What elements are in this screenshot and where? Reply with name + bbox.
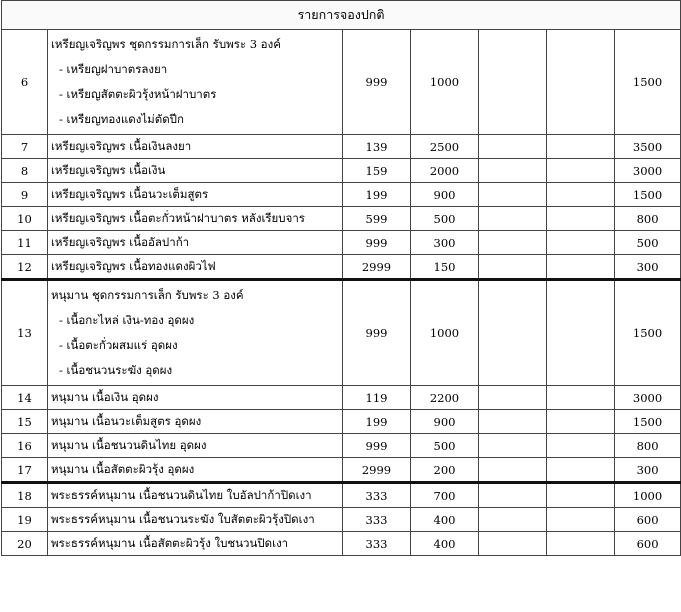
blank-cell bbox=[547, 410, 615, 434]
group-item: - เหรียญสัตตะผิวรุ้งหน้าฝาบาตร bbox=[59, 87, 217, 101]
quantity-cell: 1000 bbox=[411, 30, 479, 135]
blank-cell bbox=[547, 434, 615, 458]
blank-cell bbox=[479, 508, 547, 532]
blank-cell bbox=[547, 280, 615, 386]
price-cell: 999 bbox=[343, 30, 411, 135]
blank-cell bbox=[479, 207, 547, 231]
table-row bbox=[2, 159, 681, 183]
group-item: - เหรียญฝาบาตรลงยา bbox=[59, 62, 168, 76]
item-name: หนุมาน เนื้อสัตตะผิวรุ้ง อุดผง bbox=[48, 458, 343, 483]
quantity-cell: 400 bbox=[411, 532, 479, 556]
blank-cell bbox=[479, 255, 547, 280]
total-cell: 1500 bbox=[615, 30, 681, 135]
item-name: เหรียญเจริญพร เนื้อเงินลงยา bbox=[48, 135, 343, 159]
group-item: - เนื้อกะไหล่ เงิน-ทอง อุดผง bbox=[59, 313, 195, 327]
row-number: 7 bbox=[2, 135, 48, 159]
table-row bbox=[2, 231, 681, 255]
quantity-cell: 900 bbox=[411, 410, 479, 434]
blank-cell bbox=[479, 135, 547, 159]
total-cell: 500 bbox=[615, 231, 681, 255]
item-name: เหรียญเจริญพร เนื้อทองแดงผิวไฟ bbox=[48, 255, 343, 280]
total-cell: 300 bbox=[615, 255, 681, 280]
group-row bbox=[2, 30, 681, 135]
price-cell: 139 bbox=[343, 135, 411, 159]
blank-cell bbox=[479, 458, 547, 483]
group-item: - เนื้อตะกั่วผสมแร่ อุดผง bbox=[59, 338, 178, 352]
price-cell: 333 bbox=[343, 508, 411, 532]
item-name: เหรียญเจริญพร เนื้อเงิน bbox=[48, 159, 343, 183]
quantity-cell: 700 bbox=[411, 483, 479, 508]
quantity-cell: 2000 bbox=[411, 159, 479, 183]
blank-cell bbox=[547, 30, 615, 135]
price-cell: 999 bbox=[343, 280, 411, 386]
quantity-cell: 300 bbox=[411, 231, 479, 255]
table-row bbox=[2, 410, 681, 434]
blank-cell bbox=[547, 532, 615, 556]
blank-cell bbox=[547, 483, 615, 508]
price-cell: 2999 bbox=[343, 458, 411, 483]
item-name: หนุมาน เนื้อชนวนดินไทย อุดผง bbox=[48, 434, 343, 458]
total-cell: 3000 bbox=[615, 386, 681, 410]
quantity-cell: 2500 bbox=[411, 135, 479, 159]
group-title: เหรียญเจริญพร ชุดกรรมการเล็ก รับพระ 3 องค์ bbox=[51, 37, 281, 51]
item-name: หนุมาน เนื้อเงิน อุดผง bbox=[48, 386, 343, 410]
blank-cell bbox=[479, 231, 547, 255]
row-number: 14 bbox=[2, 386, 48, 410]
table-row bbox=[2, 255, 681, 280]
price-cell: 599 bbox=[343, 207, 411, 231]
blank-cell bbox=[479, 183, 547, 207]
blank-cell bbox=[479, 30, 547, 135]
row-number: 20 bbox=[2, 532, 48, 556]
item-name: พระธรรค์หนุมาน เนื้อชนวนดินไทย ใบอัลปาก้าปิดเงา bbox=[48, 483, 343, 508]
blank-cell bbox=[547, 458, 615, 483]
booking-table bbox=[1, 0, 681, 556]
item-name: หนุมาน เนื้อนวะเต็มสูตร อุดผง bbox=[48, 410, 343, 434]
total-cell: 1500 bbox=[615, 410, 681, 434]
quantity-cell: 900 bbox=[411, 183, 479, 207]
quantity-cell: 400 bbox=[411, 508, 479, 532]
price-cell: 199 bbox=[343, 183, 411, 207]
item-name: พระธรรค์หนุมาน เนื้อชนวนระฆัง ใบสัตตะผิวรุ้งปิดเงา bbox=[48, 508, 343, 532]
quantity-cell: 500 bbox=[411, 207, 479, 231]
blank-cell bbox=[479, 159, 547, 183]
table-row bbox=[2, 508, 681, 532]
row-number: 19 bbox=[2, 508, 48, 532]
total-cell: 1500 bbox=[615, 183, 681, 207]
quantity-cell: 200 bbox=[411, 458, 479, 483]
price-cell: 159 bbox=[343, 159, 411, 183]
total-cell: 800 bbox=[615, 207, 681, 231]
item-name: พระธรรค์หนุมาน เนื้อสัตตะผิวรุ้ง ใบชนวนปิดเงา bbox=[48, 532, 343, 556]
quantity-cell: 150 bbox=[411, 255, 479, 280]
blank-cell bbox=[479, 483, 547, 508]
row-number: 6 bbox=[2, 30, 48, 135]
row-number: 13 bbox=[2, 280, 48, 386]
table-row bbox=[2, 434, 681, 458]
table-row bbox=[2, 207, 681, 231]
price-cell: 2999 bbox=[343, 255, 411, 280]
row-number: 16 bbox=[2, 434, 48, 458]
blank-cell bbox=[547, 508, 615, 532]
total-cell: 800 bbox=[615, 434, 681, 458]
row-number: 18 bbox=[2, 483, 48, 508]
table-row bbox=[2, 483, 681, 508]
item-name: เหรียญเจริญพร เนื้อนวะเต็มสูตร bbox=[48, 183, 343, 207]
blank-cell bbox=[547, 255, 615, 280]
group-title: หนุมาน ชุดกรรมการเล็ก รับพระ 3 องค์ bbox=[51, 288, 244, 302]
row-number: 9 bbox=[2, 183, 48, 207]
table-row bbox=[2, 135, 681, 159]
table-row bbox=[2, 458, 681, 483]
total-cell: 1000 bbox=[615, 483, 681, 508]
row-number: 10 bbox=[2, 207, 48, 231]
blank-cell bbox=[479, 410, 547, 434]
group-row bbox=[2, 280, 681, 386]
price-cell: 333 bbox=[343, 532, 411, 556]
blank-cell bbox=[547, 135, 615, 159]
item-name: เหรียญเจริญพร เนื้ออัลปาก้า bbox=[48, 231, 343, 255]
table-row bbox=[2, 183, 681, 207]
group-description bbox=[48, 280, 343, 386]
blank-cell bbox=[479, 280, 547, 386]
blank-cell bbox=[547, 231, 615, 255]
blank-cell bbox=[479, 532, 547, 556]
total-cell: 1500 bbox=[615, 280, 681, 386]
quantity-cell: 2200 bbox=[411, 386, 479, 410]
blank-cell bbox=[547, 183, 615, 207]
blank-cell bbox=[547, 386, 615, 410]
total-cell: 3500 bbox=[615, 135, 681, 159]
price-cell: 333 bbox=[343, 483, 411, 508]
price-cell: 999 bbox=[343, 434, 411, 458]
group-item: - เนื้อชนวนระฆัง อุดผง bbox=[59, 363, 173, 377]
table-row bbox=[2, 532, 681, 556]
quantity-cell: 500 bbox=[411, 434, 479, 458]
price-cell: 119 bbox=[343, 386, 411, 410]
blank-cell bbox=[479, 386, 547, 410]
item-name: เหรียญเจริญพร เนื้อตะกั่วหน้าฝาบาตร หลังเรียบจาร bbox=[48, 207, 343, 231]
row-number: 17 bbox=[2, 458, 48, 483]
total-cell: 3000 bbox=[615, 159, 681, 183]
total-cell: 300 bbox=[615, 458, 681, 483]
table-title: รายการจองปกติ bbox=[2, 1, 681, 30]
table-row bbox=[2, 386, 681, 410]
quantity-cell: 1000 bbox=[411, 280, 479, 386]
price-cell: 199 bbox=[343, 410, 411, 434]
group-description bbox=[48, 30, 343, 135]
total-cell: 600 bbox=[615, 508, 681, 532]
group-item: - เหรียญทองแดงไม่ตัดปีก bbox=[59, 112, 184, 126]
row-number: 11 bbox=[2, 231, 48, 255]
row-number: 8 bbox=[2, 159, 48, 183]
blank-cell bbox=[547, 159, 615, 183]
price-cell: 999 bbox=[343, 231, 411, 255]
blank-cell bbox=[547, 207, 615, 231]
total-cell: 600 bbox=[615, 532, 681, 556]
row-number: 15 bbox=[2, 410, 48, 434]
table-header-row bbox=[2, 1, 681, 30]
blank-cell bbox=[479, 434, 547, 458]
row-number: 12 bbox=[2, 255, 48, 280]
